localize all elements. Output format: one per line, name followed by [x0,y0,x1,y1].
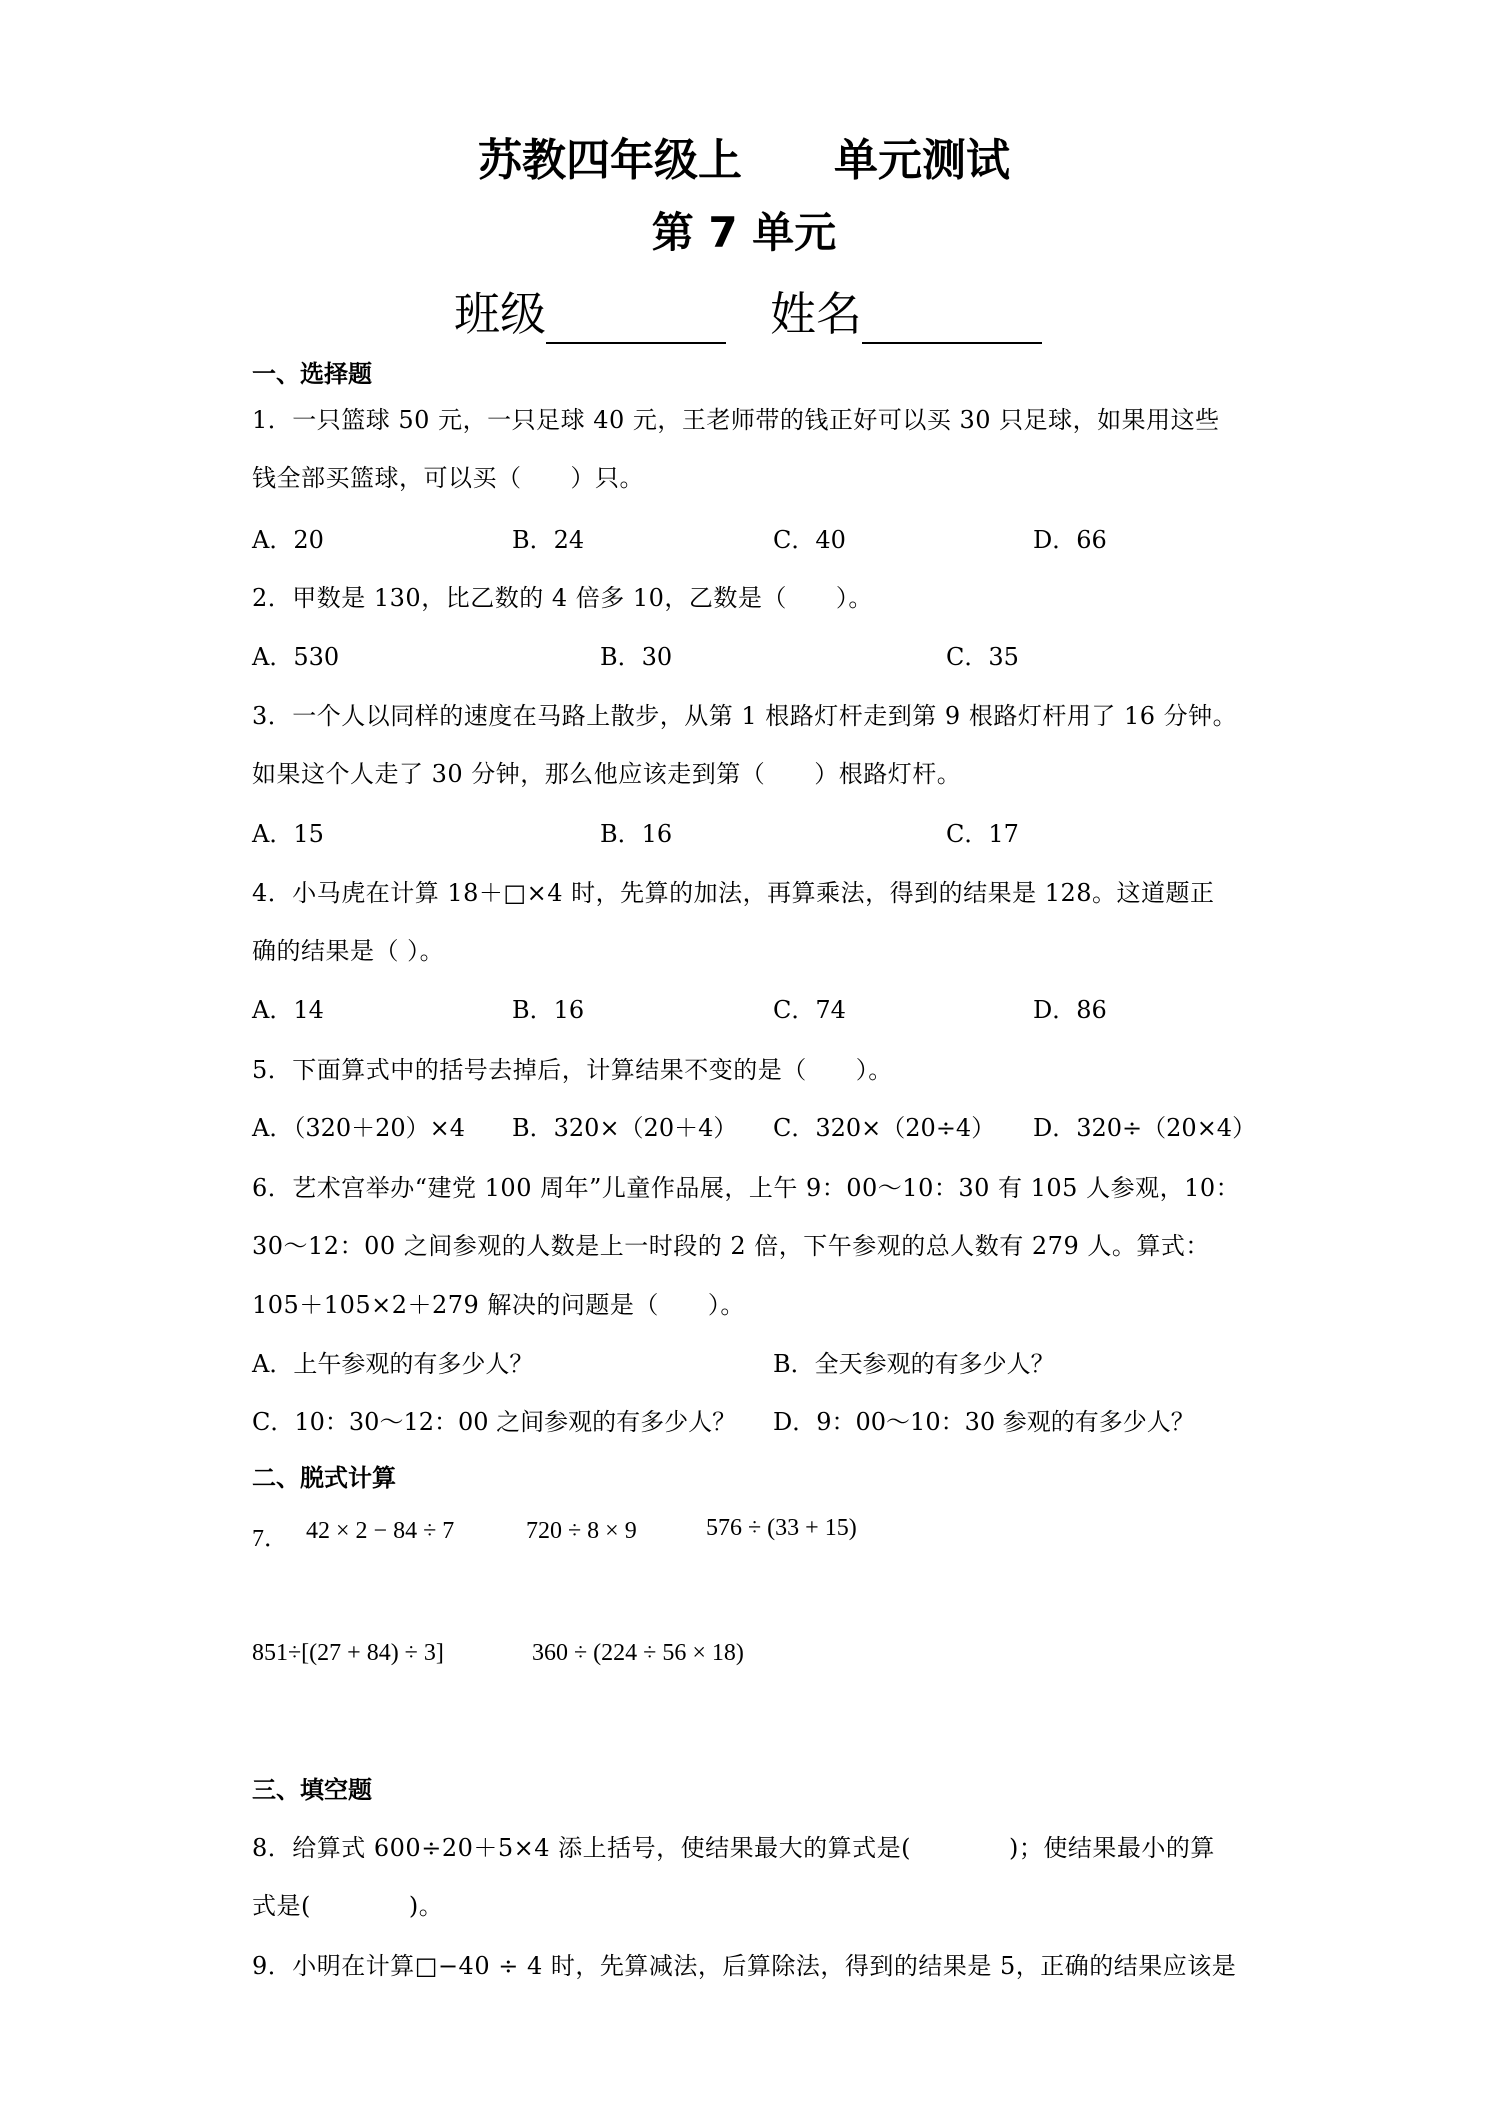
name-blank[interactable] [862,304,1042,344]
q4-line1: 4．小马虎在计算 18＋□×4 时，先算的加法，再算乘法，得到的结果是 128。这道题正 [252,879,1215,907]
section-choice-heading: 一、选择题 [252,360,372,388]
q4-option-c[interactable]: C．74 [773,996,846,1024]
q6-line1: 6．艺术宫举办“建党 100 周年”儿童作品展，上午 9：00～10：30 有 105 人参观，10： [252,1174,1241,1202]
q8-line1: 8．给算式 600÷20＋5×4 添上括号，使结果最大的算式是( )；使结果最小的算 [252,1834,1215,1862]
name-label: 姓名 [770,287,862,341]
q5-option-c[interactable]: C．320×（20÷4） [773,1114,996,1142]
q1-option-d[interactable]: D．66 [1033,526,1107,554]
q1-option-b[interactable]: B．24 [512,526,585,554]
class-name-line [454,278,1042,344]
q6-option-d[interactable]: D．9：00～10：30 参观的有多少人？ [773,1408,1195,1436]
section-calc-heading: 二、脱式计算 [252,1464,396,1492]
q6-option-b[interactable]: B．全天参观的有多少人？ [773,1350,1055,1378]
q4-line2: 确的结果是（ ）。 [252,937,445,965]
q6-line2: 30～12：00 之间参观的人数是上一时段的 2 倍，下午参观的总人数有 279 人。算式： [252,1232,1210,1260]
q8-line2: 式是( )。 [252,1892,444,1920]
q7-expression-3: 576 ÷ (33 + 15) [706,1515,857,1541]
q7-expression-1: 42 × 2 − 84 ÷ 7 [306,1518,455,1544]
class-blank[interactable] [546,304,726,344]
unit-title: 第 7 单元 [651,208,837,257]
q7-expression-2: 720 ÷ 8 × 9 [526,1518,637,1544]
q3-option-b[interactable]: B．16 [600,820,673,848]
q4-option-b[interactable]: B．16 [512,996,585,1024]
q7-number: 7． [252,1526,288,1552]
q9-line1: 9．小明在计算□−40 ÷ 4 时，先算减法，后算除法，得到的结果是 5，正确的结果应该是 [252,1952,1237,1980]
q2-option-b[interactable]: B．30 [600,643,673,671]
q4-option-a[interactable]: A．14 [252,996,324,1024]
q7-expression-5: 360 ÷ (224 ÷ 56 × 18) [532,1640,744,1666]
q2-line1: 2．甲数是 130，比乙数的 4 倍多 10，乙数是（ ）。 [252,584,873,612]
q1-line1: 1．一只篮球 50 元，一只足球 40 元，王老师带的钱正好可以买 30 只足球，如果用这些 [252,406,1220,434]
q1-option-a[interactable]: A．20 [252,526,324,554]
q4-option-d[interactable]: D．86 [1033,996,1107,1024]
q3-line2: 如果这个人走了 30 分钟，那么他应该走到第（ ）根路灯杆。 [252,760,962,788]
q3-option-c[interactable]: C．17 [946,820,1019,848]
class-label: 班级 [454,287,546,341]
q6-line3: 105＋105×2＋279 解决的问题是（ ）。 [252,1291,745,1319]
q7-expression-4: 851÷[(27 + 84) ÷ 3] [252,1640,444,1666]
section-fill-heading: 三、填空题 [252,1776,372,1804]
q5-option-a[interactable]: A．（320＋20）×4 [252,1114,466,1142]
q3-option-a[interactable]: A．15 [252,820,324,848]
worksheet-title: 苏教四年级上 单元测试 [478,135,1010,186]
q1-option-c[interactable]: C．40 [773,526,846,554]
q5-option-d[interactable]: D．320÷（20×4） [1033,1114,1257,1142]
q6-option-c[interactable]: C．10：30～12：00 之间参观的有多少人？ [252,1408,737,1436]
q3-line1: 3．一个人以同样的速度在马路上散步，从第 1 根路灯杆走到第 9 根路灯杆用了 16 分钟。 [252,702,1238,730]
q2-option-a[interactable]: A．530 [252,643,340,671]
q5-line1: 5．下面算式中的括号去掉后，计算结果不变的是（ ）。 [252,1056,893,1084]
q5-option-b[interactable]: B．320×（20＋4） [512,1114,738,1142]
q6-option-a[interactable]: A．上午参观的有多少人？ [252,1350,534,1378]
q1-line2: 钱全部买篮球，可以买（ ）只。 [252,464,644,492]
q2-option-c[interactable]: C．35 [946,643,1019,671]
